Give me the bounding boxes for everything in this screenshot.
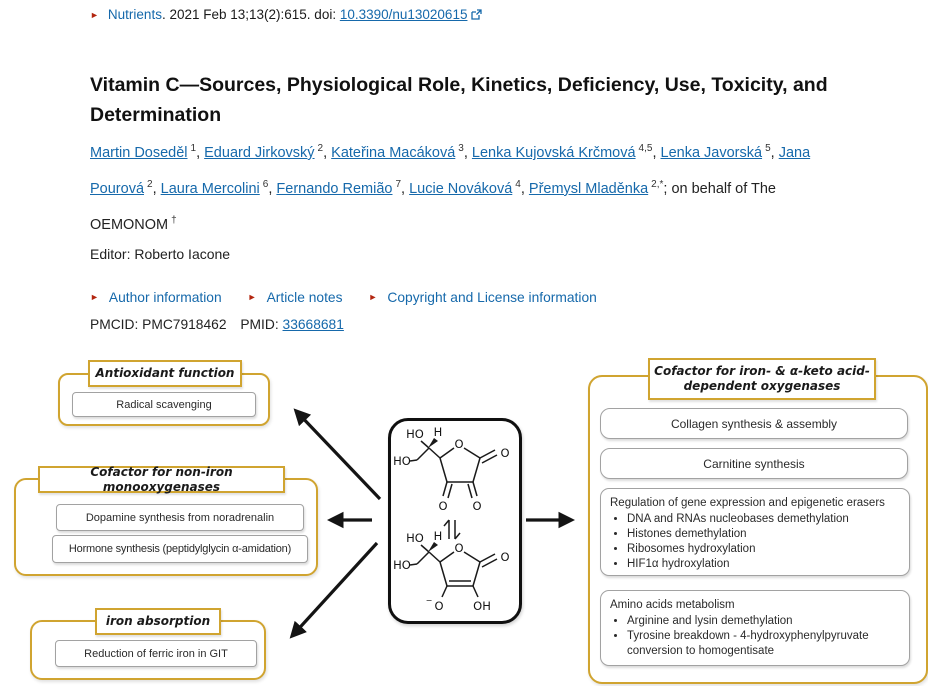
author-link[interactable]: Lucie Nováková [409,180,513,197]
atom-label: H [433,425,443,439]
atom-label: OH [473,599,491,613]
carnitine-item: Carnitine synthesis [600,448,908,479]
triangle-icon: ► [247,291,257,302]
dagger-sup: † [171,214,177,226]
atom-label: O [472,499,482,513]
dopamine-item: Dopamine synthesis from noradrenalin [56,504,304,531]
list-item: • HIF1α hydroxylation [627,557,905,572]
affiliation-sup: 1 [190,143,197,154]
separator: , [770,144,779,161]
atom-label: O [454,541,464,555]
author-link[interactable]: Martin Doseděl [90,144,188,161]
atom-label: O [434,599,444,613]
doi-text: 10.3390/nu13020615 [339,7,468,22]
atom-label: HO [393,454,411,468]
author-link[interactable]: Lenka Kujovská Krčmová [471,144,636,161]
pmid-label: PMID: [240,317,279,332]
pmid-link[interactable]: 33668681 [282,317,344,332]
dehydroascorbic-acid-structure [393,425,509,513]
vitamin-c-structures-box [388,418,522,624]
affiliation-sup: 7 [395,178,402,190]
list-item: • Histones demethylation [627,527,905,542]
affiliation-sup: 5 [765,143,771,154]
atom-label: H [433,529,443,543]
copyright-license-link[interactable] [369,290,597,305]
affiliation-sup: 4,5 [638,143,653,154]
affiliation-sup: 2,* [651,178,664,190]
amino-acids-list [610,614,905,659]
nav-label: Author information [108,290,222,305]
authors-tail: ; on behalf of The OEMONOM [90,180,777,233]
oxygenases-title: Cofactor for iron- & α-keto acid-dependent oxygenases [648,358,876,400]
author-link[interactable]: Kateřina Macáková [331,144,456,161]
atom-label: HO [393,558,411,572]
author-list [90,133,846,240]
external-link-icon [471,8,482,23]
triangle-icon: ► [368,291,378,302]
author-link[interactable]: Fernando Remião [276,180,393,197]
citation-line [90,7,482,22]
editor-line: Editor: Roberto Iacone [90,246,231,262]
list-item: • DNA and RNAs nucleobases demethylation [627,512,905,527]
gene-regulation-list [610,512,905,572]
nav-label: Copyright and License information [387,290,597,305]
identifiers-row [90,317,344,332]
monooxygenases-title: Cofactor for non-iron monooxygenases [38,466,285,493]
radical-scavenging-item: Radical scavenging [72,392,256,417]
atom-label: HO [406,531,424,545]
amino-acids-heading: Amino acids metabolism [610,599,735,611]
atom-label: O [438,499,448,513]
separator: , [520,180,529,197]
author-link[interactable]: Eduard Jirkovský [204,144,315,161]
affiliation-sup: 6 [262,178,269,190]
affiliation-sup: 3 [458,143,464,154]
amino-acids-box [600,590,910,666]
hormone-item: Hormone synthesis (peptidylglycin α-amidation) [52,535,308,563]
list-item: • Tyrosine breakdown - 4-hydroxyphenylpyruvate conversion to homogentisate [627,629,905,659]
charge-label: − [425,596,433,605]
author-link[interactable]: Přemysl Mladěnka [528,180,649,197]
nav-label: Article notes [266,290,343,305]
list-item: • Arginine and lysin demethylation [627,614,905,629]
doi-link[interactable] [340,7,483,22]
author-link[interactable]: Laura Mercolini [160,180,260,197]
gene-regulation-heading: Regulation of gene expression and epigenetic erasers [610,497,885,509]
ferric-iron-item: Reduction of ferric iron in GIT [55,640,257,667]
separator: , [152,180,161,197]
separator: , [323,144,332,161]
figure-image[interactable] [0,348,928,686]
pmcid-text: PMCID: PMC7918462 [90,317,227,332]
affiliation-sup: 4 [515,178,521,190]
disclosure-triangle-icon[interactable]: ► [90,10,99,20]
author-link[interactable]: Lenka Javorská [660,144,763,161]
atom-label: O [454,437,464,451]
collagen-item: Collagen synthesis & assembly [600,408,908,439]
author-link[interactable]: Jana Pourová [90,144,811,197]
article-nav-links [90,290,597,305]
separator: , [401,180,410,197]
atom-label: HO [406,427,424,441]
journal-link[interactable]: Nutrients [107,7,162,22]
author-information-link[interactable] [90,290,222,305]
separator: , [463,144,472,161]
iron-absorption-title: iron absorption [95,608,221,635]
vitamin-c-molecules [391,421,512,614]
article-notes-link[interactable] [248,290,343,305]
gene-regulation-box [600,488,910,576]
article-title: Vitamin C—Sources, Physiological Role, Kinetics, Deficiency, Use, Toxicity, and Determination [90,74,828,127]
citation-text: . 2021 Feb 13;13(2):615. doi: [161,7,340,22]
affiliation-sup: 2 [147,178,153,190]
separator: , [196,144,205,161]
affiliation-sup: 2 [317,143,324,154]
antioxidant-title: Antioxidant function [88,360,242,387]
equilibrium-arrows [444,520,460,539]
list-item: • Ribosomes hydroxylation [627,542,905,557]
separator: , [652,144,661,161]
ascorbate-structure [393,529,509,613]
triangle-icon: ► [90,291,99,302]
separator: , [268,180,277,197]
atom-label: O [500,446,510,460]
atom-label: O [500,550,510,564]
